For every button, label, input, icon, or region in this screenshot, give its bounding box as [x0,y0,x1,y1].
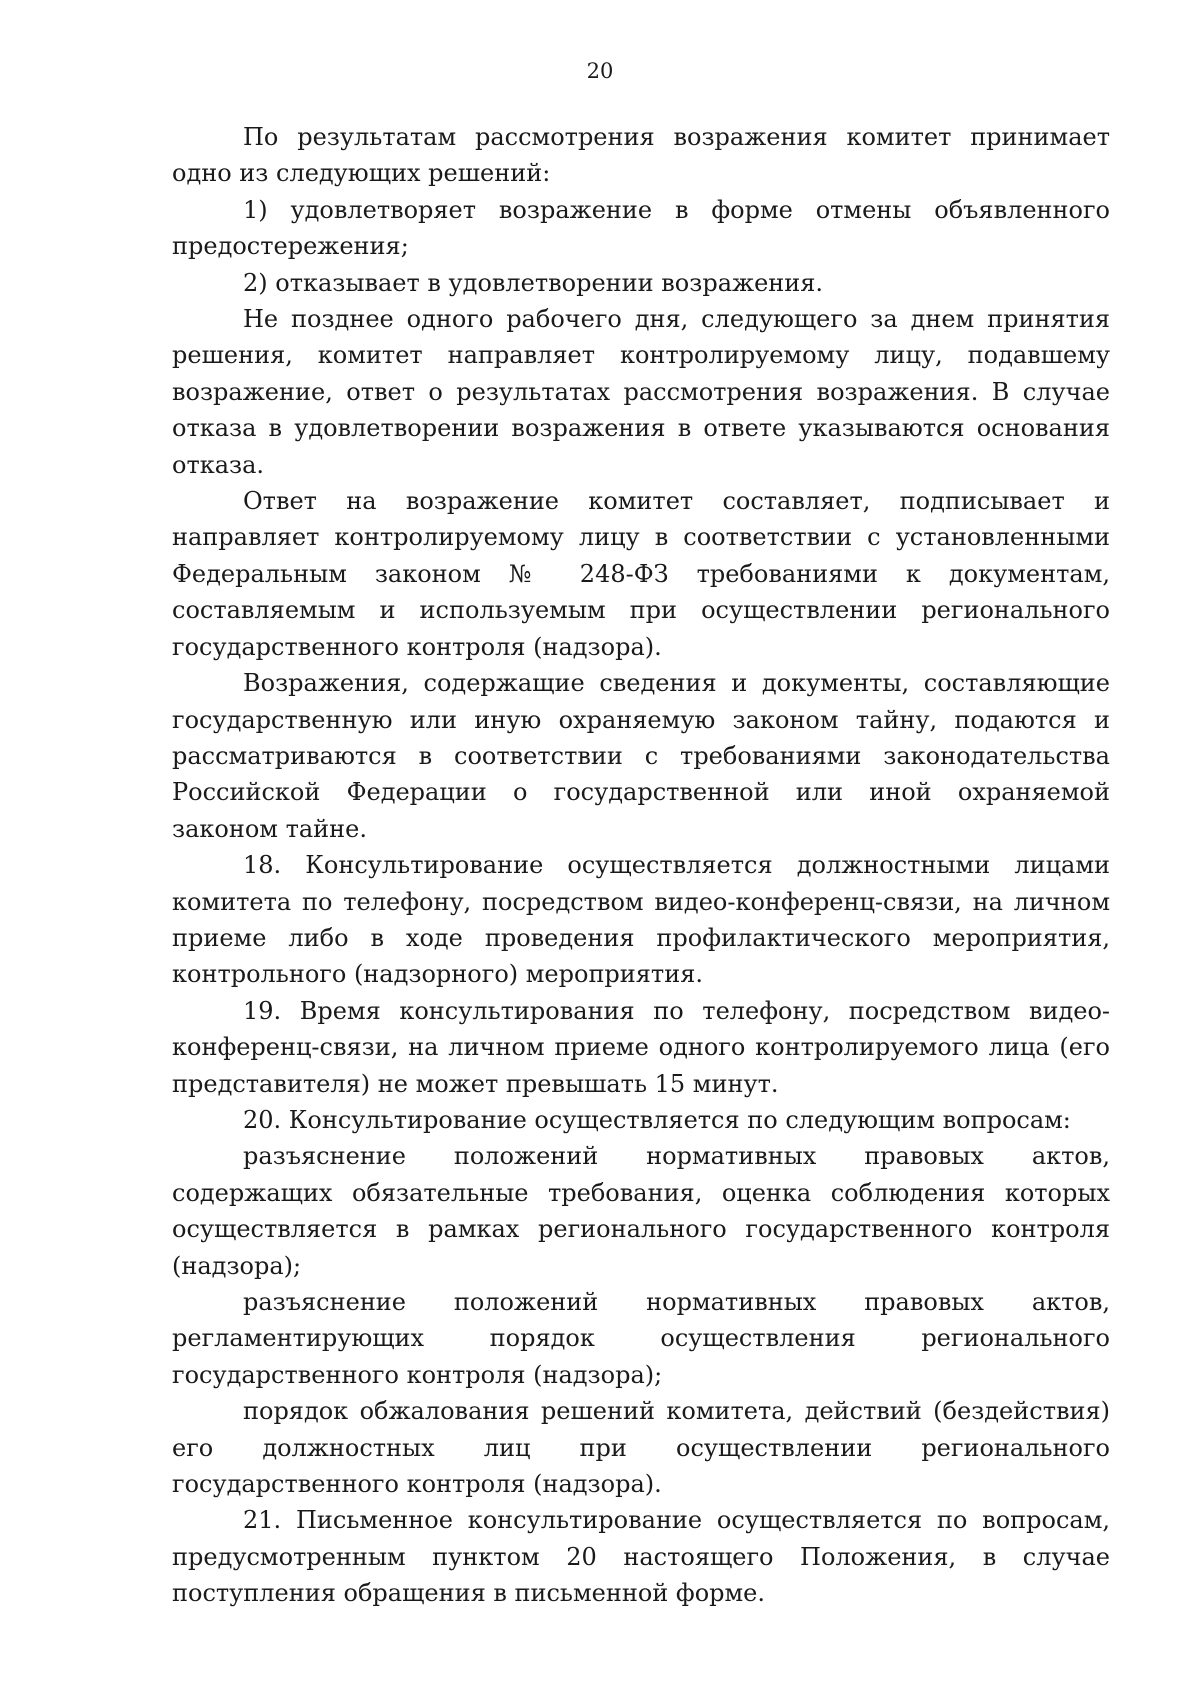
paragraph-decision-1: 1) удовлетворяет возражение в форме отмены объявленного предостережения; [172,195,1110,261]
paragraph-item-20-topic-2: разъяснение положений нормативных правовых актов, регламентирующих порядок осуществления регионального государственного контроля (надзора); [172,1288,1110,1389]
paragraph-response-deadline: Не позднее одного рабочего дня, следующего за днем принятия решения, комитет направляет контролируемому лицу, подавшему возражение, ответ о результатах рассмотрения возражения. В случае отказа в удовлетворении возражения в ответе указываются основания отказа. [172,305,1110,479]
paragraph-decision-2: 2) отказывает в удовлетворении возражения. [243,268,824,297]
paragraph-item-20: 20. Консультирование осуществляется по следующим вопросам: [243,1105,1071,1134]
paragraph-response-form: Ответ на возражение комитет составляет, подписывает и направляет контролируемому лицу в соответствии с установленными Федеральным законом № 248-ФЗ требованиями к документам, составляемым и используемым при осуществлении регионального государственного контроля (надзора). [172,487,1110,661]
paragraph-item-21: 21. Письменное консультирование осуществляется по вопросам, предусмотренным пунктом 20 настоящего Положения, в случае поступления обращения в письменной форме. [172,1506,1110,1608]
paragraph-secret-objections: Возражения, содержащие сведения и документы, составляющие государственную или иную охраняемую законом тайну, подаются и рассматриваются в соответствии с требованиями законодательства Российской Федерации о государственной или иной охраняемой законом тайне. [172,669,1110,843]
document-body [172,119,1110,1612]
paragraph-item-18: 18. Консультирование осуществляется должностными лицами комитета по телефону, посредством видео-конференц-связи, на личном приеме либо в ходе проведения профилактического мероприятия, контрольного (надзорного) мероприятия. [172,851,1110,989]
paragraph-objection-decisions: По результатам рассмотрения возражения комитет принимает одно из следующих решений: [172,123,1110,188]
page-number: 20 [586,59,614,83]
paragraph-item-20-topic-1: разъяснение положений нормативных правовых актов, содержащих обязательные требования, оценка соблюдения которых осуществляется в рамках регионального государственного контроля (надзора); [172,1142,1110,1280]
paragraph-item-20-topic-3: порядок обжалования решений комитета, действий (бездействия) его должностных лиц при осуществлении регионального государственного контроля (надзора). [172,1397,1110,1499]
paragraph-item-19: 19. Время консультирования по телефону, посредством видео-конференц-связи, на личном приеме одного контролируемого лица (его представителя) не может превышать 15 минут. [172,996,1110,1098]
